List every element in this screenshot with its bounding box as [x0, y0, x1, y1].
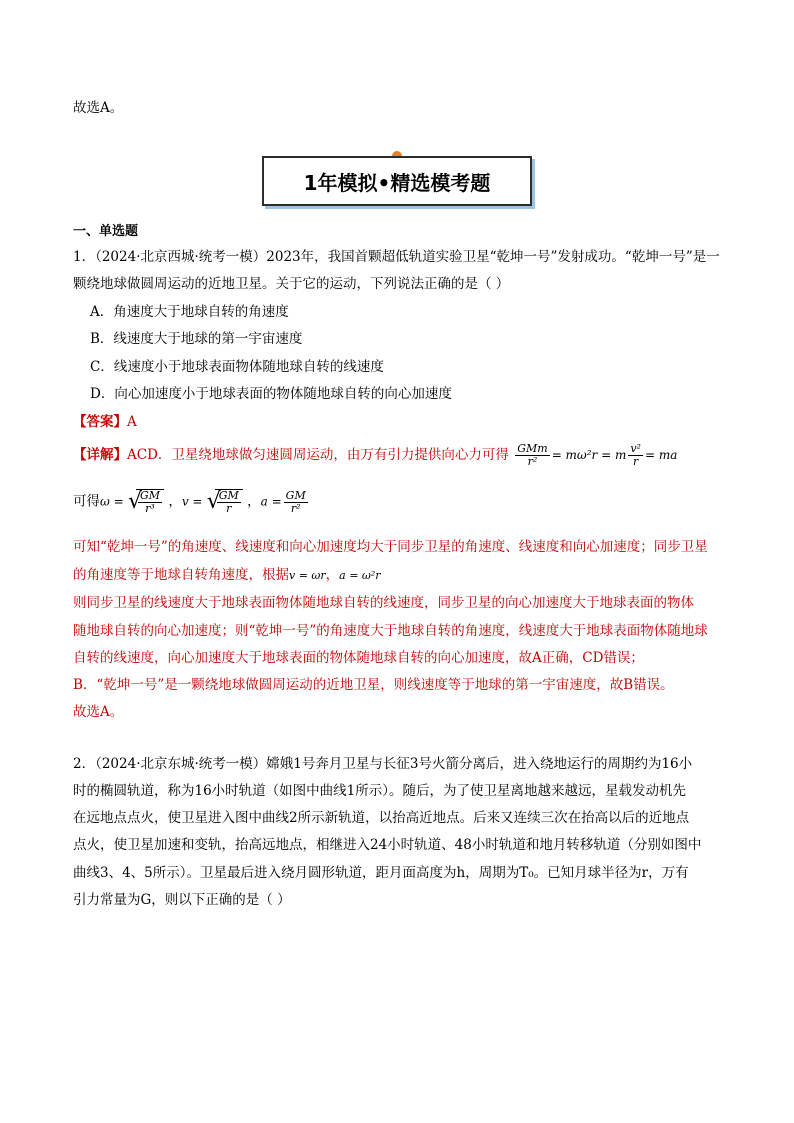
- formula-eq1: = mω²r = m: [551, 448, 627, 462]
- answer-value: A: [127, 414, 137, 430]
- formula-v-omega-r: v = ωr: [289, 569, 326, 582]
- previous-answer-conclusion: 故选A。: [73, 100, 124, 116]
- formula-a-omega2-r: a = ω²r: [339, 569, 381, 582]
- q1-explain-line2: [73, 563, 381, 583]
- q2-stem-line5: 曲线3、4、5所示）。卫星最后进入绕月圆形轨道，距月面高度为h，周期为T₀。已知月球半径为r，万有: [73, 865, 689, 881]
- omega-sqrt: √ $\frac{GM}{\text{r³}}$: [128, 489, 164, 515]
- explain2-text: 的角速度等于地球自转角速度，根据: [73, 567, 289, 583]
- banner-title: 1年模拟•精选模考题: [262, 156, 532, 206]
- section-heading: 一、单选题: [73, 224, 139, 239]
- q2-stem-line6: 引力常量为G，则以下正确的是（ ）: [73, 892, 291, 908]
- explain2-sep: ，: [325, 567, 340, 583]
- v-symbol: v =: [181, 494, 203, 509]
- q1-stem-line1: 1．（2024·北京西城·统考一模）2023年，我国首颗超低轨道实验卫星“乾坤一号”发射成功。“乾坤一号”是一: [73, 249, 720, 265]
- q2-stem-line3: 在远地点点火，使卫星进入图中曲线2所示新轨道，以抬高近地点。后来又连续三次在抬高以后的近地点: [73, 810, 690, 826]
- a-fraction: $\frac{GM}{\text{r²}}$: [285, 488, 306, 515]
- q1-explain-line6: B．“乾坤一号”是一颗绕地球做圆周运动的近地卫星，则线速度等于地球的第一宇宙速度，故B错误。: [73, 677, 674, 693]
- a-symbol: a =: [260, 494, 282, 509]
- q1-detail-line1: [73, 443, 677, 468]
- q1-conclusion: 故选A。: [73, 704, 124, 720]
- answer-label: 【答案】: [73, 414, 127, 430]
- q2-stem-line2: 时的椭圆轨道，称为16小时轨道（如图中曲线1所示）。随后，为了使卫星离地越来越远，星载发动机先: [73, 783, 687, 799]
- q1-stem-line2: 颗绕地球做圆周运动的近地卫星。关于它的运动，下列说法正确的是（ ）: [73, 276, 510, 292]
- formula-gravity-fraction: $\frac{\text{GMm}}{\text{r²}}$: [517, 442, 548, 468]
- q2-stem-line4: 点火，使卫星加速和变轨，抬高远地点，相继进入24小时轨道、48小时轨道和地月转移轨道（分别如图中: [73, 837, 702, 853]
- sep2: ，: [247, 493, 261, 510]
- q1-option-d: D．向心加速度小于地球表面的物体随地球自转的向心加速度: [90, 386, 452, 402]
- section-banner: [262, 152, 532, 206]
- formula-eq2: = ma: [644, 448, 678, 462]
- detail-text: ACD．卫星绕地球做匀速圆周运动，由万有引力提供向心力可得: [127, 447, 509, 463]
- q1-option-a: A．角速度大于地球自转的角速度: [90, 304, 289, 320]
- sep1: ，: [168, 493, 182, 510]
- omega-symbol: ω =: [100, 494, 124, 509]
- detail-label: 【详解】: [73, 447, 127, 463]
- v-sqrt: √ $\frac{GM}{r}$: [207, 489, 243, 515]
- formula-velocity-fraction: $\frac{\text{v²}}{r}$: [630, 442, 641, 468]
- derived-intro: 可得: [73, 493, 100, 510]
- q1-option-b: B．线速度大于地球的第一宇宙速度: [90, 331, 303, 347]
- q1-derived-formulas: [73, 489, 310, 515]
- q2-stem-line1: 2．（2024·北京东城·统考一模）嫦娥1号奔月卫星与长征3号火箭分离后，进入绕地运行的周期约为16小: [73, 756, 693, 772]
- q1-explain-line1: 可知“乾坤一号”的角速度、线速度和向心加速度均大于同步卫星的角速度、线速度和向心加速度；同步卫星: [73, 539, 708, 555]
- q1-answer: [73, 410, 137, 430]
- q1-option-c: C．线速度小于地球表面物体随地球自转的线速度: [90, 359, 384, 375]
- q1-explain-line4: 随地球自转的向心加速度；则“乾坤一号”的角速度大于地球自转的角速度，线速度大于地球表面物体随地球: [73, 623, 708, 639]
- q1-explain-line3: 则同步卫星的线速度大于地球表面物体随地球自转的线速度，同步卫星的向心加速度大于地球表面的物体: [73, 595, 694, 611]
- q1-explain-line5: 自转的线速度，向心加速度大于地球表面的物体随地球自转的向心加速度，故A正确，CD错误；: [73, 650, 644, 666]
